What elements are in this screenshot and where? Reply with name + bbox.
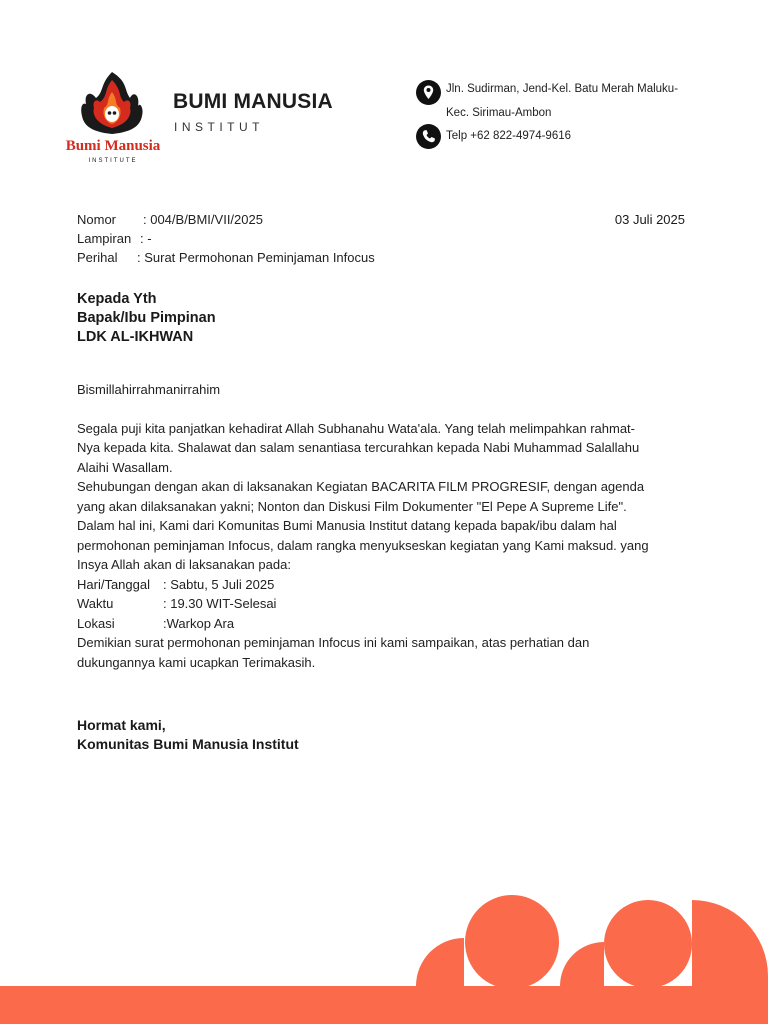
para2-line4: permohonan peminjaman Infocus, dalam rangka menyukseskan kegiatan yang Kami maksud. yang [77,537,649,553]
para3-line2: dukungannya kami ucapkan Terimakasih. [77,654,316,670]
closing-block [77,716,299,754]
perihal-value: : Surat Permohonan Peminjaman Infocus [137,250,375,265]
detail-value: : 19.30 WIT-Selesai [163,596,277,611]
address-line-2: Kec. Sirimau-Ambon [446,107,552,119]
perihal-label: Perihal [77,250,118,265]
brand-subtitle: INSTITUT [174,120,264,134]
para2-line3: Dalam hal ini, Kami dari Komunitas Bumi Manusia Institut datang kepada bapak/ibu dalam hal [77,518,617,533]
logo-subtext: INSTITUTE [88,158,138,164]
detail-label: Lokasi [77,615,115,631]
para2-line1: Sehubungan dengan akan di laksanakan Kegiatan BACARITA FILM PROGRESIF, dengan agenda [77,479,645,494]
detail-row-location [77,614,697,634]
greeting: Bismillahirrahmanirrahim [77,382,221,397]
phone-number: Telp +62 822-4974-9616 [446,130,572,142]
closing-line-2: Komunitas Bumi Manusia Institut [77,736,299,752]
closing-line-1: Hormat kami, [77,717,166,733]
lampiran-row [77,231,152,246]
para1-line1: Segala puji kita panjatkan kehadirat Allah Subhanahu Wata'ala. Yang telah melimpahkan rahmat- [77,420,635,436]
recipient-line-1: Kepada Yth [77,291,157,307]
para3-line1: Demikian surat permohonan peminjaman Infocus ini kami sampaikan, atas perhatian dan [77,635,590,650]
flame-skull-logo-icon [60,68,166,166]
decorative-footer [0,890,768,1024]
recipient-line-3: LDK AL-IKHWAN [77,329,194,345]
location-pin-icon [416,80,441,105]
brand-name: BUMI MANUSIA [173,90,333,113]
para2-line5: Insya Allah akan di laksanakan pada: [77,557,291,572]
lampiran-label: Lampiran [77,231,132,246]
detail-label: Waktu [77,596,114,611]
logo-wordmark: Bumi Manusia [65,138,161,154]
nomor-value: : 004/B/BMI/VII/2025 [143,212,263,227]
nomor-label: Nomor [77,212,117,227]
phone-icon [416,124,441,149]
detail-label: Hari/Tanggal [77,576,150,592]
perihal-row [77,250,375,265]
recipient-block [77,290,216,347]
nomor-row [77,212,263,227]
detail-row-time [77,594,697,614]
para1-line3: Alaihi Wasallam. [77,459,173,475]
recipient-line-2: Bapak/Ibu Pimpinan [77,310,216,326]
detail-row-date [77,575,697,595]
logo [60,68,166,166]
para2-line2: yang akan dilaksanakan yakni; Nonton dan Diskusi Film Dokumenter "El Pepe A Supreme Life". [77,498,627,514]
detail-value: : Sabtu, 5 Juli 2025 [163,576,275,592]
detail-value: :Warkop Ara [163,615,235,631]
letter-date: 03 Juli 2025 [614,212,685,227]
letter-body [77,380,697,672]
lampiran-value: : - [140,231,152,246]
para1-line2: Nya kepada kita. Shalawat dan salam senantiasa tercurahkan kepada Nabi Muhammad Salallahu [77,440,640,455]
address-line-1: Jln. Sudirman, Jend-Kel. Batu Merah Maluku- [446,83,679,95]
